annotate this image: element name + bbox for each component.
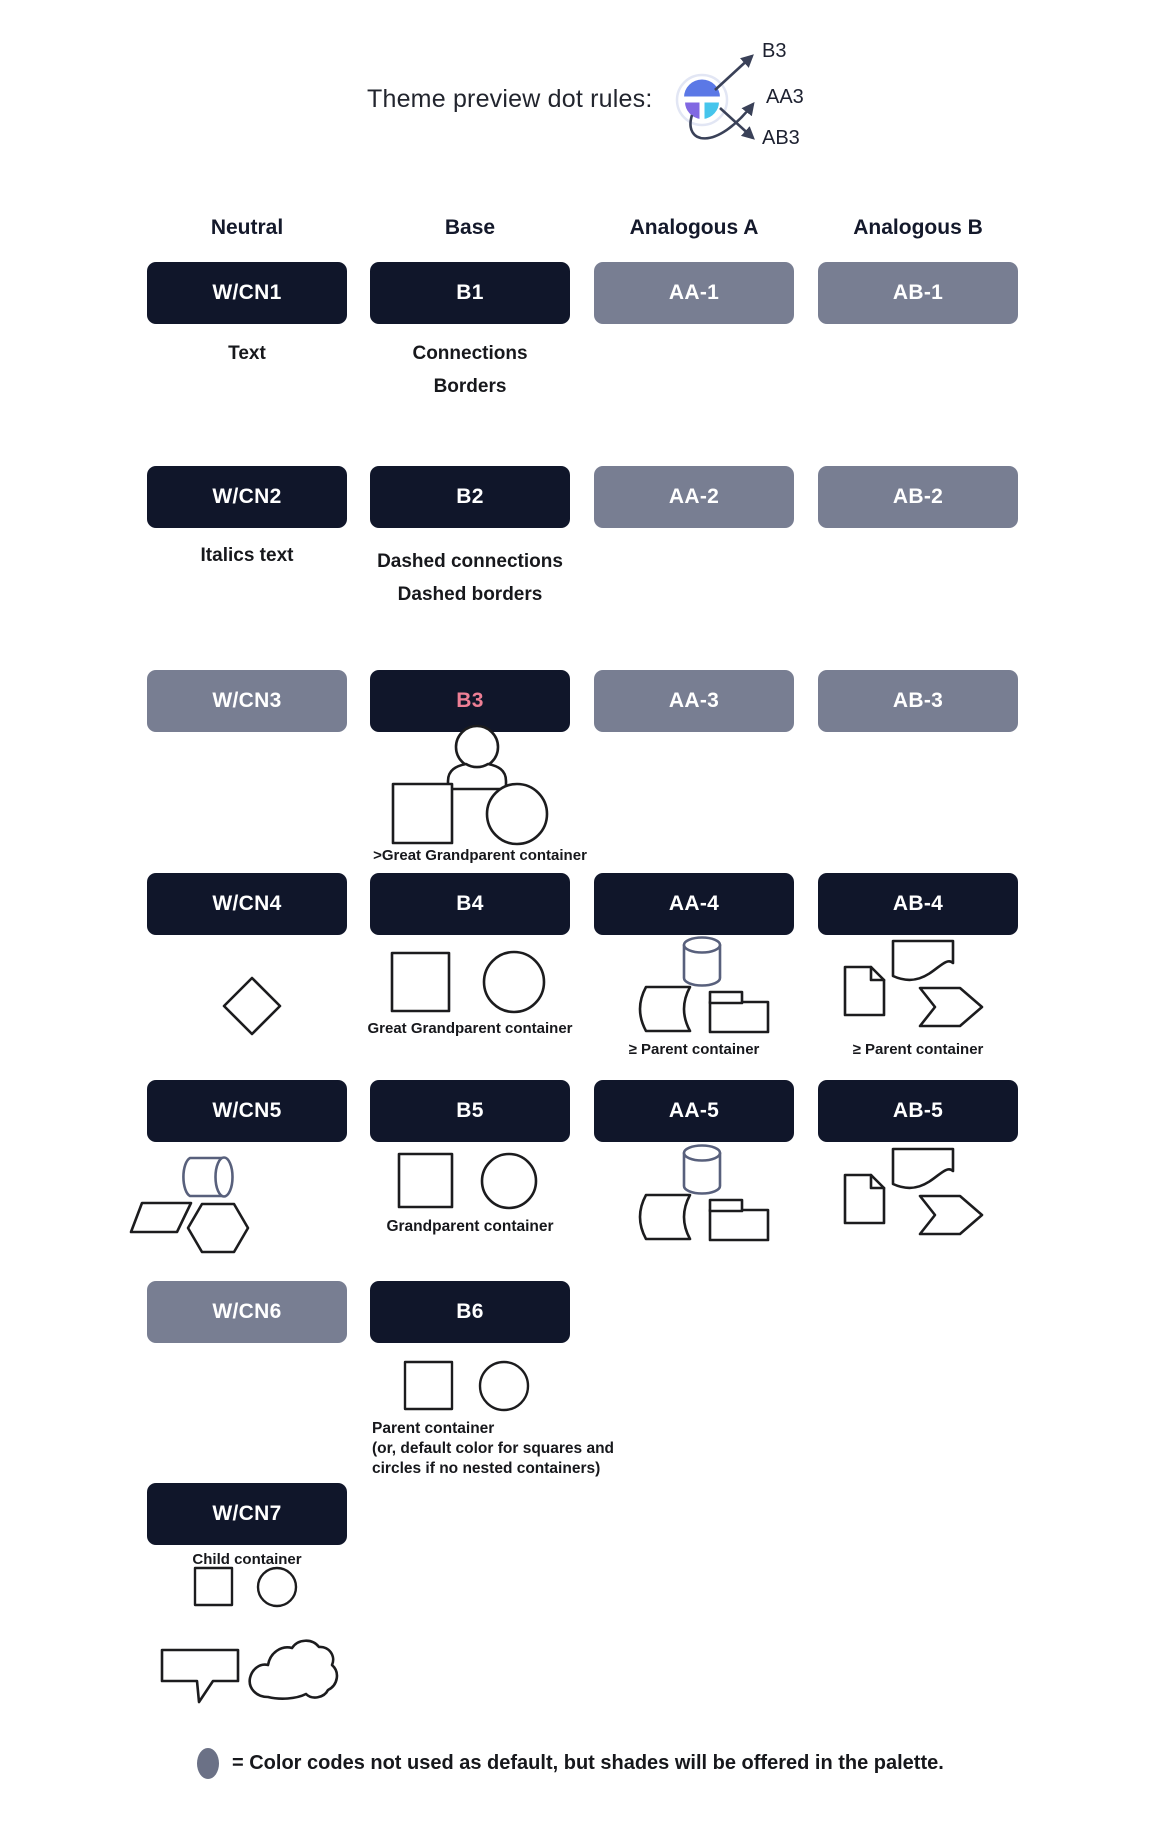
square-shape	[393, 784, 452, 843]
legend	[197, 1748, 944, 1779]
diamond-shape	[224, 978, 280, 1034]
swatch-aa5: AA-5	[594, 1080, 794, 1142]
ab5-shape-cluster	[838, 1141, 990, 1241]
callout-b3: B3	[762, 40, 787, 62]
caption-b6-shapes	[372, 1419, 622, 1479]
caption-b4-shapes: Great Grandparent container	[367, 1020, 573, 1037]
swatch-b5: B5	[370, 1080, 570, 1142]
theme-preview-dot-icon	[655, 28, 845, 162]
square-shape	[195, 1568, 232, 1605]
document-icon	[845, 967, 884, 1015]
ab4-shape-cluster	[838, 933, 990, 1033]
stored-data-shape	[640, 1195, 690, 1239]
wcn7-shape-cluster	[130, 1560, 340, 1710]
swatch-wcn4: W/CN4	[147, 873, 347, 935]
swatch-ab5: AB-5	[818, 1080, 1018, 1142]
arrow-to-b3	[715, 56, 752, 90]
swatch-ab1: AB-1	[818, 262, 1018, 324]
card-shape	[710, 1002, 768, 1032]
arrow-to-ab3	[720, 108, 753, 138]
wcn4-diamond-cluster	[215, 970, 290, 1042]
legend-text: = Color codes not used as default, but shades will be offered in the palette.	[232, 1752, 944, 1774]
swatch-b2: B2	[370, 466, 570, 528]
circle-shape	[480, 1362, 528, 1410]
caption-aa4-shapes: ≥ Parent container	[628, 1041, 760, 1058]
caption-b6-line1: Parent container	[372, 1420, 495, 1437]
caption-b6-line3: circles if no nested containers)	[372, 1460, 601, 1477]
note-borders: Borders	[433, 376, 507, 397]
aa4-shape-cluster	[625, 930, 775, 1038]
swatch-aa1: AA-1	[594, 262, 794, 324]
square-shape	[399, 1154, 452, 1207]
swatch-b1: B1	[370, 262, 570, 324]
parallelogram-shape	[131, 1203, 191, 1232]
b3-shape-cluster	[375, 720, 565, 850]
caption-b6-line2: (or, default color for squares and	[372, 1440, 615, 1457]
swatch-ab4: AB-4	[818, 873, 1018, 935]
document-icon	[845, 1175, 884, 1223]
chevron-shape	[920, 1196, 982, 1234]
swatch-wcn7: W/CN7	[147, 1483, 347, 1545]
swatch-wcn1: W/CN1	[147, 262, 347, 324]
swatch-b6: B6	[370, 1281, 570, 1343]
gray-dot-icon	[197, 1748, 219, 1779]
speech-bubble-shape	[162, 1650, 238, 1702]
caption-wcn7-shapes: Child container	[192, 1551, 302, 1568]
b4-shape-cluster	[385, 945, 565, 1020]
circle-shape	[258, 1568, 296, 1606]
column-header-neutral: Neutral	[210, 216, 284, 239]
swatch-aa3: AA-3	[594, 670, 794, 732]
circle-shape	[482, 1154, 536, 1208]
stored-data-shape	[640, 987, 690, 1031]
column-header-analogous-a: Analogous A	[629, 216, 759, 239]
circle-shape	[484, 952, 544, 1012]
swatch-wcn6: W/CN6	[147, 1281, 347, 1343]
b5-shape-cluster	[392, 1148, 547, 1213]
cloud-shape	[250, 1641, 337, 1699]
note-dashed-borders: Dashed borders	[397, 584, 543, 605]
caption-b3-shapes: >Great Grandparent container	[373, 847, 587, 864]
note-italics-text: Italics text	[200, 545, 294, 566]
horizontal-cylinder-cap	[216, 1158, 233, 1197]
note-dashed-connections: Dashed connections	[377, 551, 563, 572]
person-icon	[456, 726, 498, 768]
swatch-ab3: AB-3	[818, 670, 1018, 732]
card-tab-shape	[710, 992, 742, 1003]
swatch-aa2: AA-2	[594, 466, 794, 528]
swatch-b3: B3	[370, 670, 570, 732]
circle-shape	[487, 784, 547, 844]
callout-aa3: AA3	[766, 86, 804, 108]
callout-ab3: AB3	[762, 127, 800, 149]
swatch-ab2: AB-2	[818, 466, 1018, 528]
wavy-document-shape	[893, 941, 953, 980]
cylinder-top	[684, 938, 720, 953]
chevron-shape	[920, 988, 982, 1026]
column-header-base: Base	[444, 216, 496, 239]
swatch-wcn5: W/CN5	[147, 1080, 347, 1142]
swatch-wcn2: W/CN2	[147, 466, 347, 528]
cylinder-top	[684, 1146, 720, 1161]
page-title: Theme preview dot rules:	[367, 85, 653, 113]
square-shape	[392, 953, 449, 1011]
column-header-analogous-b: Analogous B	[853, 216, 983, 239]
caption-ab4-shapes: ≥ Parent container	[852, 1041, 984, 1058]
square-shape	[405, 1362, 452, 1409]
person-body-shape	[448, 764, 506, 789]
swatch-aa4: AA-4	[594, 873, 794, 935]
note-text: Text	[228, 343, 266, 364]
card-shape	[710, 1210, 768, 1240]
wcn5-shape-cluster	[122, 1148, 257, 1260]
note-connections: Connections	[412, 343, 528, 364]
swatch-wcn3: W/CN3	[147, 670, 347, 732]
card-tab-shape	[710, 1200, 742, 1211]
swatch-b4: B4	[370, 873, 570, 935]
b6-shape-cluster	[398, 1355, 538, 1417]
hexagon-shape	[188, 1204, 248, 1252]
wavy-document-shape	[893, 1149, 953, 1188]
caption-b5-shapes: Grandparent container	[386, 1218, 554, 1235]
aa5-shape-cluster	[625, 1138, 775, 1246]
